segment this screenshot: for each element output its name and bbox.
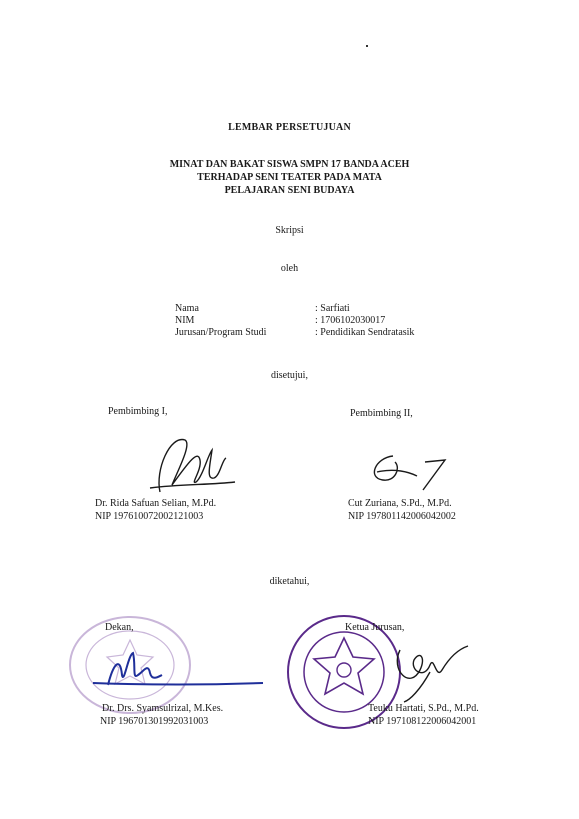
by-label: oleh — [280, 263, 299, 274]
stray-mark — [366, 45, 368, 47]
approved-label: disetujui, — [271, 370, 308, 381]
supervisor1-nip: NIP 197610072002121003 — [95, 511, 204, 522]
supervisor2-nip: NIP 197801142006042002 — [348, 511, 456, 522]
dean-role: Dekan, — [105, 622, 134, 633]
student-nim-row — [175, 315, 414, 327]
document-type: Skripsi — [275, 225, 304, 236]
head-name: Teuku Hartati, S.Pd., M.Pd. — [368, 703, 479, 714]
field-value: : Pendidikan Sendratasik — [315, 327, 415, 338]
supervisor1-role: Pembimbing I, — [108, 406, 168, 417]
field-label: NIM — [175, 315, 195, 326]
supervisor1-name: Dr. Rida Safuan Selian, M.Pd. — [95, 498, 217, 509]
dean-nip: NIP 196701301992031003 — [100, 716, 209, 727]
page-title: LEMBAR PERSETUJUAN — [228, 122, 351, 133]
field-value: : 1706102030017 — [315, 315, 386, 326]
supervisor2-name: Cut Zuriana, S.Pd., M.Pd. — [348, 498, 452, 509]
student-name-row — [175, 303, 414, 315]
field-label: Nama — [175, 303, 199, 314]
thesis-title-line: MINAT DAN BAKAT SISWA SMPN 17 BANDA ACEH — [169, 159, 410, 170]
student-program-row — [175, 327, 414, 339]
acknowledged-label: diketahui, — [269, 576, 310, 587]
head-role: Ketua Jurusan, — [345, 622, 405, 633]
thesis-title — [0, 158, 579, 197]
supervisor2-signature — [365, 448, 455, 498]
dean-signature — [88, 645, 268, 695]
field-label: Jurusan/Program Studi — [175, 327, 267, 338]
head-nip: NIP 197108122006042001 — [368, 716, 477, 727]
head-signature — [390, 640, 480, 710]
supervisor1-signature — [130, 430, 240, 500]
supervisor2-role: Pembimbing II, — [350, 408, 413, 419]
dean-name: Dr. Drs. Syamsulrizal, M.Kes. — [102, 703, 224, 714]
student-info — [175, 303, 414, 339]
thesis-title-line: TERHADAP SENI TEATER PADA MATA — [197, 172, 382, 183]
field-value: : Sarfiati — [315, 303, 350, 314]
thesis-title-line: PELAJARAN SENI BUDAYA — [224, 185, 355, 196]
